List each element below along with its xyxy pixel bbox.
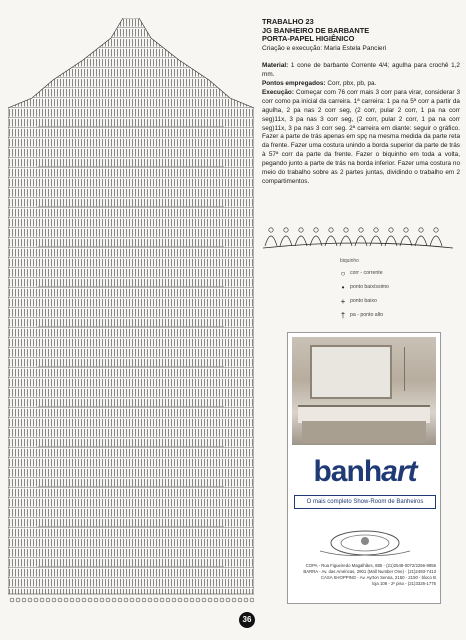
instructions-column [262,18,460,187]
chart-chain-stitch [154,598,158,602]
stitch-legend [336,266,456,322]
material-text: 1 cone de barbante Corrente 4/4; agulha para crochê 1,2 mm. [262,62,460,79]
chart-body [8,18,254,594]
swatch-picot-loop [389,228,393,232]
chart-chain-stitch [232,598,236,602]
single-crochet-icon: + [340,296,346,306]
chart-chain-stitch [106,598,110,602]
mirror-shape [310,345,392,399]
chain-stitch-icon: ○ [340,268,346,278]
swatch-picot-loop [284,228,288,232]
swatch-picot-loop [374,228,378,232]
work-number: TRABALHO 23 [262,17,314,26]
instructions-text [262,62,460,187]
chart-chain-stitch [214,598,218,602]
brand-part-2: art [381,455,417,488]
material-label: Material: [262,62,289,70]
chart-chain-stitch [238,598,242,602]
chart-row-marker [38,246,224,247]
chart-row-marker [38,126,224,127]
swatch-picot [325,236,337,246]
execucao-text: Começar com 76 corr mais 3 corr para virar, considerar 3 corr como pa inicial da carreira. 1ª carreira: 1 pa na 5ª corr a partir da agulha, 2 pa nas 2 corr seg, (2 corr, pular 2 corr, 1 pa na corr seg)11x, 3 pa nas 3 corr seg, (2 corr, pular 2 corr, 1 pa na corr seg)11x, 3 pa nas 3 corr seg. 2ª carreira em diante: seguir o gráfico. Fazer a parte de trás apenas em spç na mesma medida da parte reta da frente. Fazer uma costura unindo a borda superior da parte de trás à 57ª corr da parte da frente. Fazer o biquinho em toda a volta, pegando junto a parte de trás na borda inferior. Fazer uma costura no meio do trabalho sobre as 2 partes juntas, dividindo o trabalho em 2 compartimentos. [262,88,460,185]
brand-part-1: banh [313,455,382,488]
legend-label: ponto baixo [350,298,377,304]
swatch-picot-loop [314,228,318,232]
swatch-picot-loop [404,228,408,232]
work-title: JG BANHEIRO DE BARBANTE [262,25,370,35]
contact-loja: loja 108 - 2º piso - (21)3326-1776 [372,581,436,586]
chart-row-marker [38,206,224,207]
swatch-picot-loop [329,228,333,232]
chart-chain-stitch [28,598,32,602]
swatch-picot [340,236,352,246]
legend-item-pb [336,294,456,308]
edging-swatch [263,220,453,256]
swatch-picot [280,236,292,246]
crochet-chart-svg [8,18,254,608]
chart-chain-stitch [160,598,164,602]
chart-chain-stitch [82,598,86,602]
chart-chain-stitch [208,598,212,602]
slip-stitch-icon: • [341,282,345,292]
chart-row-marker [38,286,224,287]
chart-chain-stitch [16,598,20,602]
chart-chain-stitch [94,598,98,602]
chart-chain-stitch [40,598,44,602]
crochet-chart [8,18,254,608]
chart-chain-stitch [112,598,116,602]
chart-chain-stitch [70,598,74,602]
swatch-picot [385,236,397,246]
chart-chain-stitch [124,598,128,602]
edging-label: biquinho [340,258,359,264]
chart-chain-stitch [136,598,140,602]
chart-chain-stitch [166,598,170,602]
chart-row-marker [38,166,224,167]
chart-chain-stitch [34,598,38,602]
legend-label: corr - corrente [350,270,383,276]
bathroom-photo [292,337,436,445]
swatch-picot [430,236,442,246]
chart-chain-stitch [118,598,122,602]
chart-chain-stitch [226,598,230,602]
swatch-picot [265,236,277,246]
chart-chain-stitch [130,598,134,602]
chart-chain-stitch [172,598,176,602]
contact-casa-shopping: CASA SHOPPING - Av. Ayrton Senna, 2150 - 2150 - bloco B [320,575,436,580]
chart-chain-stitch [88,598,92,602]
chart-chain-stitch [202,598,206,602]
chart-chain-stitch [58,598,62,602]
swatch-picot [355,236,367,246]
ad-tagline: O mais completo Show-Room de Banheiros [294,495,436,509]
chart-row-marker [38,366,224,367]
logo-emblem-icon [312,527,418,559]
chart-row-marker [38,406,224,407]
chart-chain-stitch [190,598,194,602]
chart-row-marker [38,446,224,447]
chart-chain-stitch [220,598,224,602]
pontos-text: Corr, pbx, pb, pa. [327,80,377,87]
chart-chain-stitch [142,598,146,602]
cabinet-shape [302,421,426,443]
chart-chain-stitch [184,598,188,602]
swatch-picot [415,236,427,246]
banhart-advertisement [287,332,441,604]
swatch-picot-loop [299,228,303,232]
shelf-shape [404,347,429,391]
ad-contacts [294,563,436,587]
execucao-label: Execução: [262,88,294,96]
chart-row-marker [38,566,224,567]
contact-barra: BARRA - Av. das Américas, 2901 (Mall Number One) - (21)2493-7413 [303,569,436,574]
swatch-picot-loop [434,228,438,232]
chart-row-marker [38,486,224,487]
legend-item-corr [336,266,456,280]
chart-chain-stitch [148,598,152,602]
page-number: 36 [239,612,255,628]
contact-copa: COPA - Rua Figueiredo Magalhães, 885 - (21)2548-0072/2256-9956 [305,563,436,568]
double-crochet-icon: † [340,310,346,320]
swatch-picot-loop [359,228,363,232]
chart-chain-stitch [196,598,200,602]
chart-row-marker [38,326,224,327]
chart-chain-stitch [250,598,254,602]
swatch-picot [370,236,382,246]
brand-logo [288,455,441,489]
swatch-picot-loop [269,228,273,232]
chart-chain-stitch [64,598,68,602]
chart-chain-stitch [52,598,56,602]
credit-line: Criação e execução: Maria Estela Pancieri [262,44,387,52]
legend-label: ponto baixíssimo [350,284,389,290]
swatch-picot-loop [419,228,423,232]
legend-label: pa - ponto alto [350,312,384,318]
chart-row-marker [38,526,224,527]
pontos-label: Pontos empregados: [262,80,326,87]
swatch-picot-loop [344,228,348,232]
legend-item-pbx [336,280,456,294]
work-subtitle: PORTA-PAPEL HIGIÊNICO [262,34,355,44]
chart-chain-stitch [22,598,26,602]
chart-chain-stitch [10,598,14,602]
chart-chain-stitch [100,598,104,602]
chart-chain-stitch [178,598,182,602]
chart-chain-stitch [244,598,248,602]
chart-chain-stitch [76,598,80,602]
legend-item-pa [336,308,456,322]
chart-chain-stitch [46,598,50,602]
